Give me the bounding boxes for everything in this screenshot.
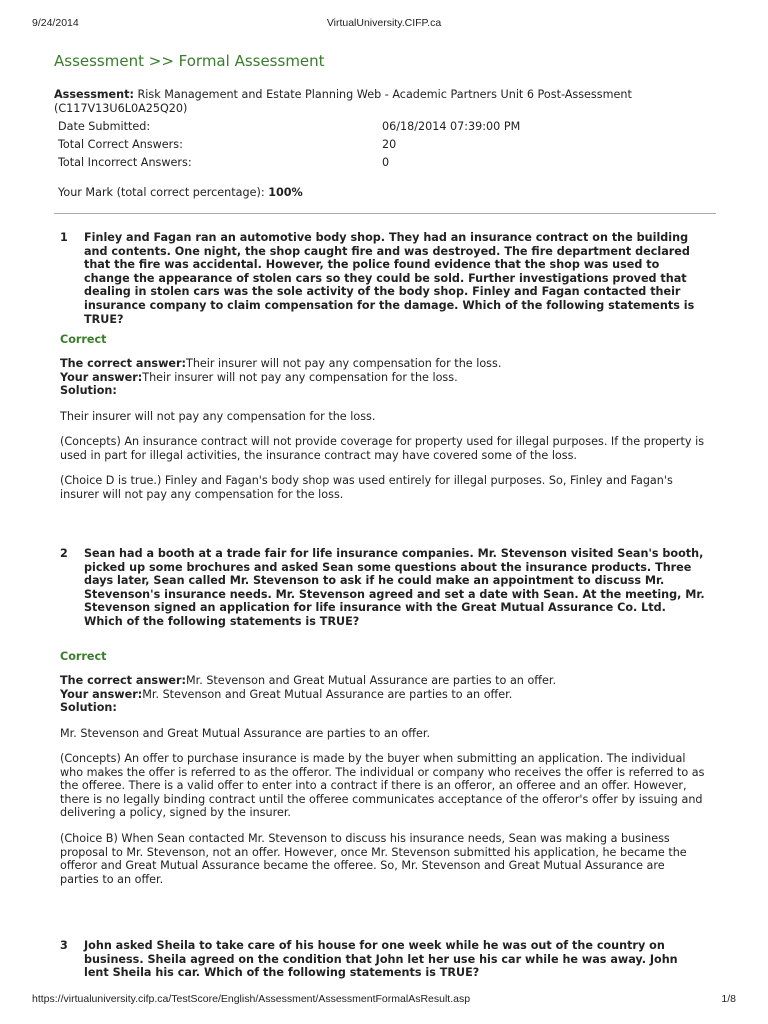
assessment-name bbox=[54, 88, 716, 116]
print-url: https://virtualuniversity.cifp.ca/TestScore/English/Assessment/AssessmentFormalAsResult.asp bbox=[32, 993, 471, 1005]
question-number: 1 bbox=[60, 231, 68, 244]
question-text: John asked Sheila to take care of his house for one week while he was out of the country on business. Sheila agreed on the condition that John let her use his car while he was away. John lent Sheila his car. Which of the following statements is TRUE? bbox=[84, 939, 678, 980]
summary-label: Total Correct Answers: bbox=[58, 138, 183, 151]
correct-answer-value: Mr. Stevenson and Great Mutual Assurance are parties to an offer. bbox=[185, 674, 557, 687]
summary-table bbox=[54, 120, 520, 174]
question-text: Sean had a booth at a trade fair for life insurance companies. Mr. Stevenson visited Sean's booth, picked up some brochures and asked Sean some questions about the insurance products. Three days later, Sean called Mr. Stevenson to ask if he could make an appointment to discuss Mr. Stevenson's insurance needs. Mr. Stevenson agreed and set a date with Sean. At the meeting, Mr. Stevenson signed an application for life insurance with the Great Mutual Assurance Co. Ltd. Which of the following statements is TRUE? bbox=[84, 547, 705, 628]
question-2 bbox=[60, 547, 706, 629]
solution-paragraph: Mr. Stevenson and Great Mutual Assurance are parties to an offer. bbox=[60, 726, 431, 740]
page-number: 1/8 bbox=[721, 993, 736, 1005]
result-status: Correct bbox=[60, 650, 107, 663]
correct-answer-label: The correct answer: bbox=[60, 674, 186, 687]
your-answer-value: Their insurer will not pay any compensation for the loss. bbox=[142, 370, 458, 384]
correct-answer-line bbox=[60, 357, 706, 371]
solution-paragraph: (Concepts) An offer to purchase insurance is made by the buyer when submitting an application. The individual who makes the offer is referred to as the offeror. The individual or company who receives the offer is referred to as the offeree. There is a valid offer to enter into a contract if there is an offeror, an offeree and an offer. However, there is no legally binding contract until the offeree communicates acceptance of the offeror's offer by issuing and delivering a policy, signed by the insurer. bbox=[60, 752, 705, 820]
assessment-label: Assessment: bbox=[54, 88, 134, 101]
summary-value: 06/18/2014 07:39:00 PM bbox=[382, 120, 521, 133]
your-answer-label: Your answer: bbox=[60, 687, 143, 701]
solution-label: Solution: bbox=[60, 384, 117, 397]
solution-paragraph: (Choice D is true.) Finley and Fagan's body shop was used entirely for illegal purposes. So, Finley and Fagan's insurer will not pay any compensation for the loss. bbox=[60, 474, 673, 501]
correct-answer-value: Their insurer will not pay any compensation for the loss. bbox=[185, 357, 502, 370]
your-answer-line bbox=[60, 371, 706, 385]
summary-row bbox=[54, 156, 520, 174]
solution-paragraph: Their insurer will not pay any compensation for the loss. bbox=[60, 409, 376, 423]
solution-label: Solution: bbox=[60, 701, 117, 714]
print-date: 9/24/2014 bbox=[32, 17, 79, 29]
question-2-result bbox=[60, 650, 706, 886]
page-title: Assessment >> Formal Assessment bbox=[54, 52, 325, 70]
summary-row bbox=[54, 120, 520, 138]
question-3 bbox=[60, 939, 706, 980]
mark-value: 100% bbox=[268, 186, 303, 199]
your-answer-value: Mr. Stevenson and Great Mutual Assurance are parties to an offer. bbox=[142, 687, 513, 701]
question-text: Finley and Fagan ran an automotive body shop. They had an insurance contract on the building and contents. One night, the shop caught fire and was destroyed. The fire department declared that the fire was accidental. However, the police found evidence that the shop was used to change the appearance of stolen cars so they could be sold. Further investigations proved that dealing in stolen cars was the sole activity of the body shop. Finley and Fagan contacted their insurance company to claim compensation for the damage. Which of the following statements is TRUE? bbox=[84, 231, 695, 326]
assessment-title: Risk Management and Estate Planning Web - Academic Partners Unit 6 Post-Assessment (C117V13U6L0A25Q20) bbox=[54, 88, 632, 115]
mark-label: Your Mark (total correct percentage): bbox=[58, 186, 265, 199]
answer-block bbox=[60, 357, 706, 398]
correct-answer-label: The correct answer: bbox=[60, 357, 186, 370]
mark-line bbox=[58, 186, 716, 200]
question-number: 2 bbox=[60, 547, 68, 560]
your-answer-line bbox=[60, 688, 706, 702]
correct-answer-line bbox=[60, 674, 706, 688]
solution-paragraph: (Concepts) An insurance contract will not provide coverage for property used for illegal purposes. If the property is used in part for illegal activities, the insurance contract may have covered some of the loss. bbox=[60, 435, 705, 462]
question-1-result bbox=[60, 333, 706, 501]
your-answer-label: Your answer: bbox=[60, 370, 143, 384]
summary-row bbox=[54, 138, 520, 156]
summary-value: 0 bbox=[382, 156, 390, 169]
summary-label: Total Incorrect Answers: bbox=[58, 156, 192, 169]
question-number: 3 bbox=[60, 939, 68, 952]
section-divider bbox=[54, 213, 716, 214]
print-site-title: VirtualUniversity.CIFP.ca bbox=[326, 17, 442, 29]
summary-label: Date Submitted: bbox=[58, 120, 151, 133]
assessment-summary bbox=[54, 52, 716, 200]
print-footer bbox=[32, 993, 736, 1007]
print-header bbox=[32, 17, 736, 31]
summary-value: 20 bbox=[382, 138, 397, 151]
result-status: Correct bbox=[60, 333, 107, 346]
solution-paragraph: (Choice B) When Sean contacted Mr. Stevenson to discuss his insurance needs, Sean was making a business proposal to Mr. Stevenson, not an offer. However, once Mr. Stevenson submitted his application, he became the offeror and Great Mutual Assurance became the offeree. So, Mr. Stevenson and Great Mutual Assurance are parties to an offer. bbox=[60, 832, 687, 886]
question-1 bbox=[60, 231, 706, 326]
answer-block bbox=[60, 674, 706, 715]
